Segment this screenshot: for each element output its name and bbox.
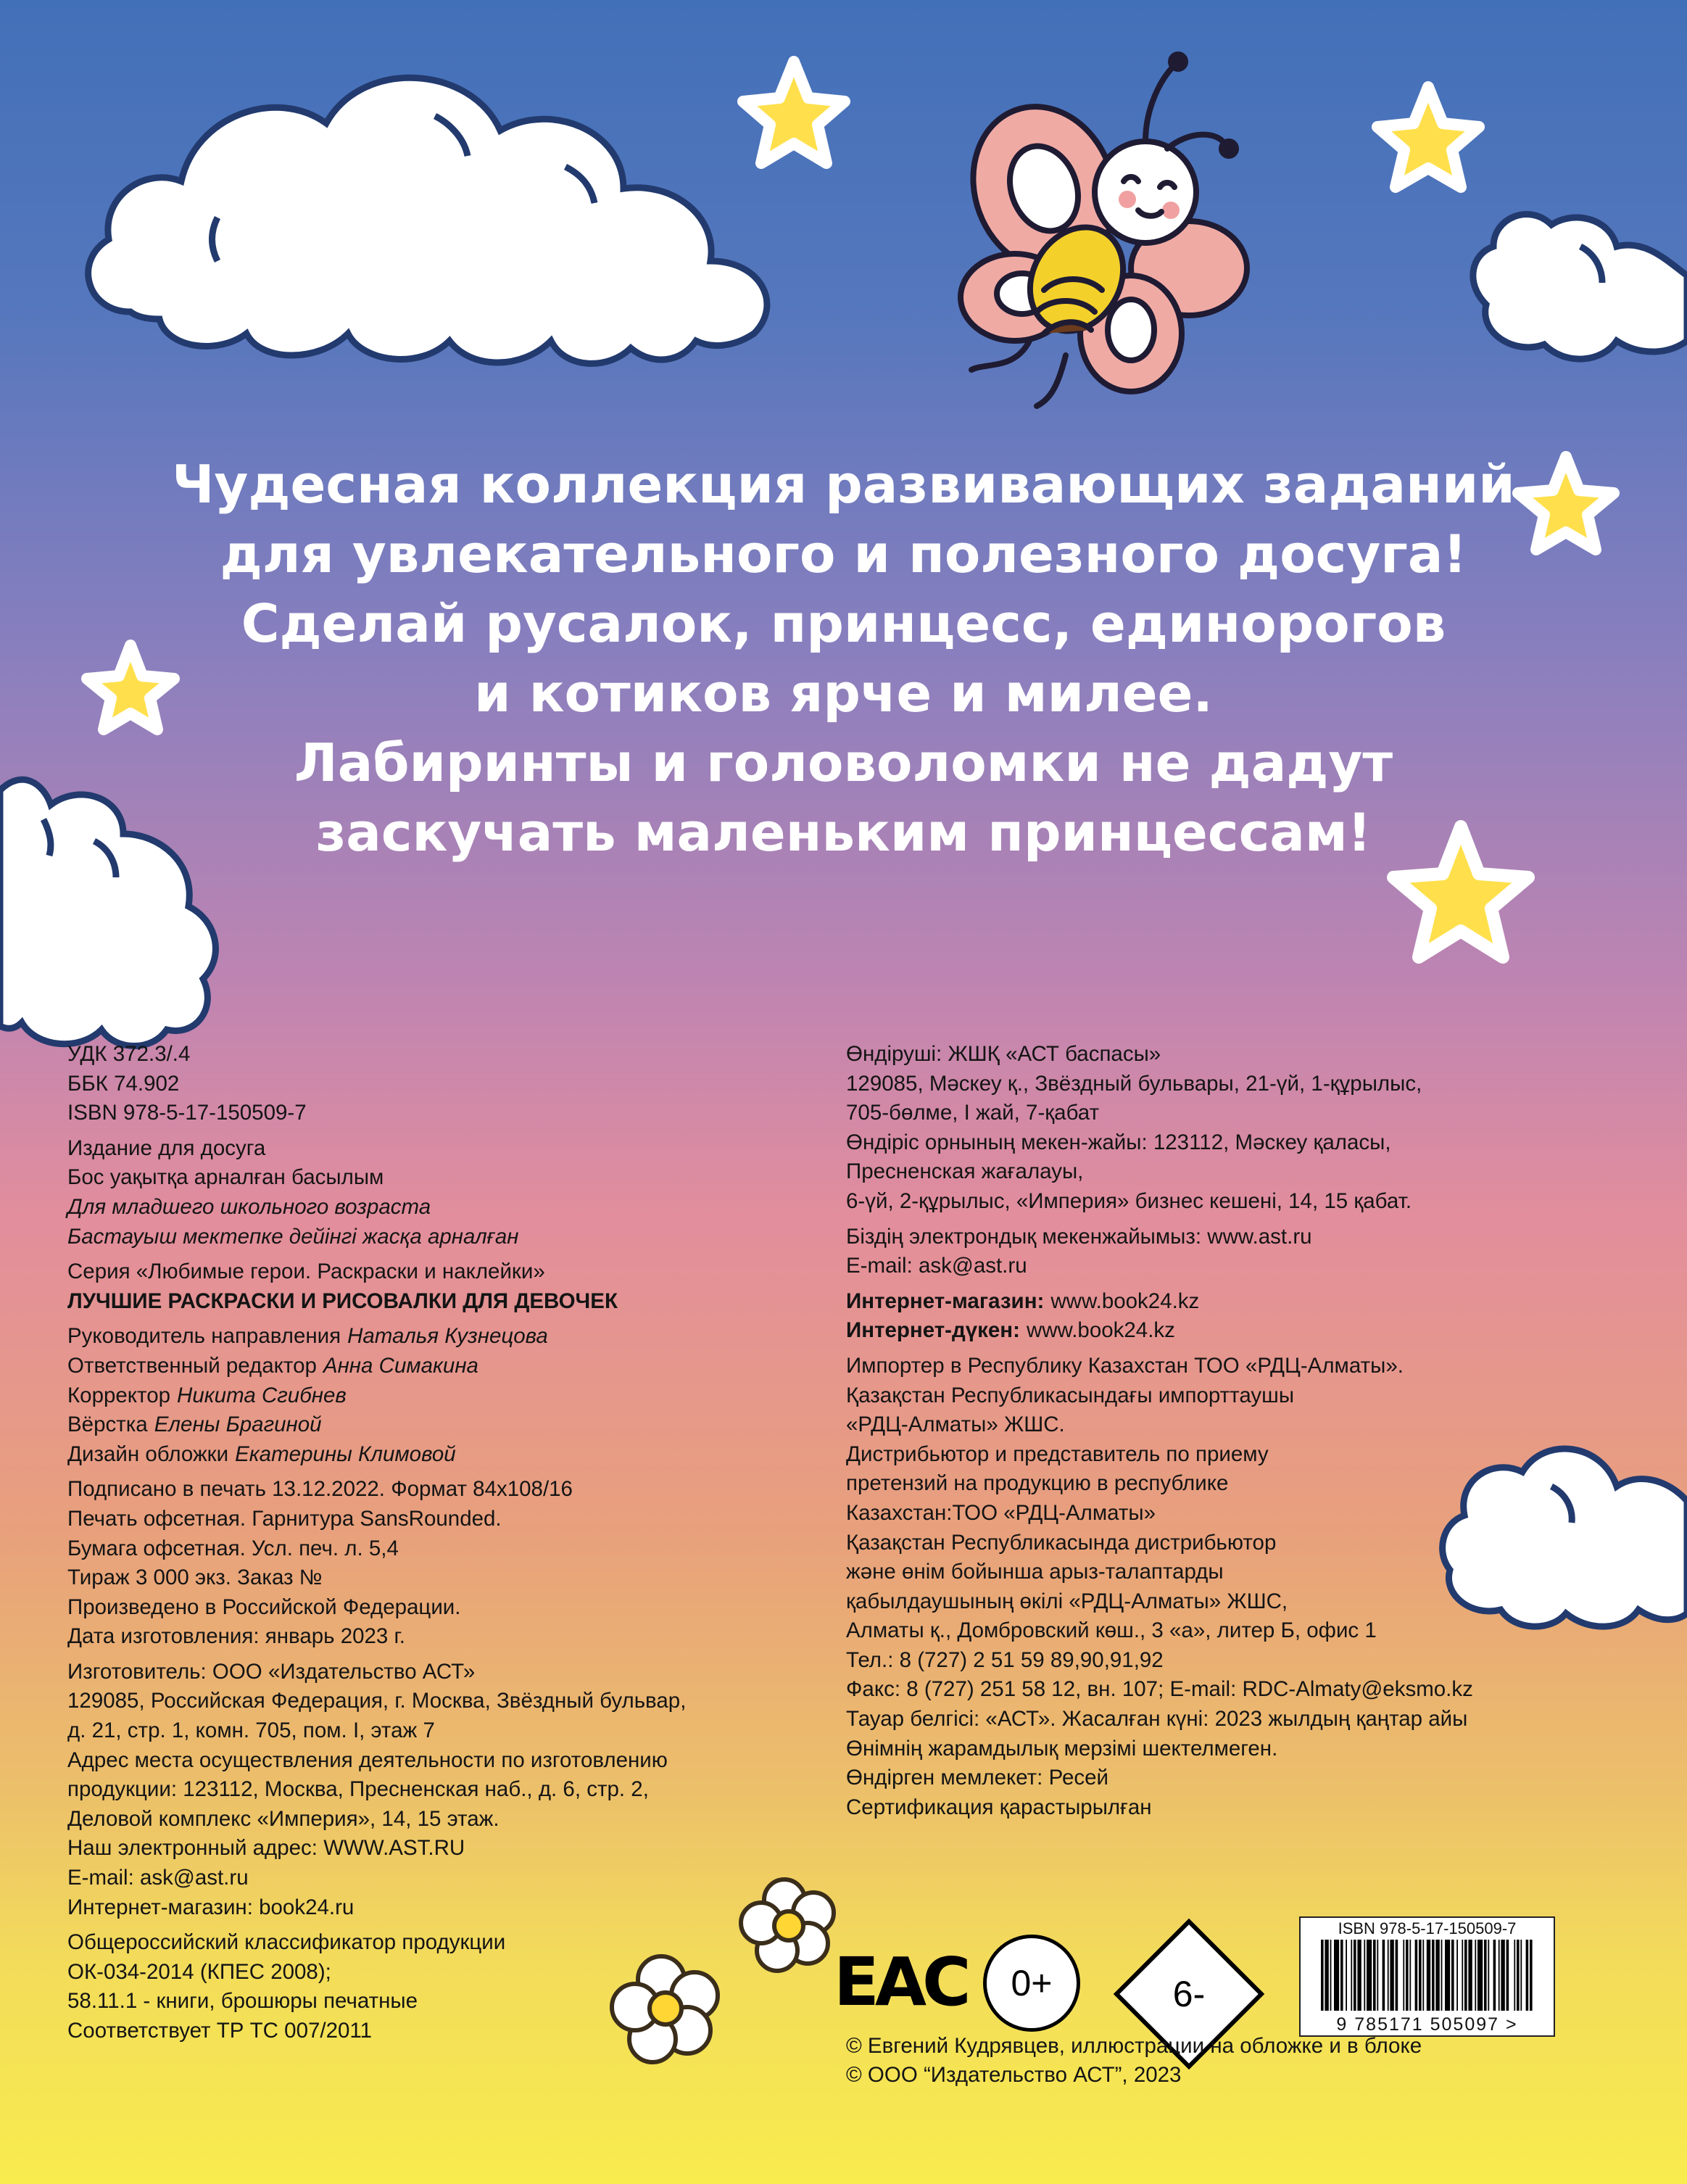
maker-line: 129085, Российская Федерация, г. Москва, Звёздный бульвар, [67,1689,687,1713]
barcode-bar [1514,1940,1515,2011]
barcode-bar [1388,1940,1389,2011]
producer-line: 705-бөлме, I жай, 7-қабат [846,1101,1100,1125]
age-line: Бастауыш мектепке дейінгі жасқа арналған [67,1224,519,1249]
barcode-bar [1325,1940,1328,2011]
staff-role: Ответственный редактор [67,1353,317,1378]
promo-line: Лабиринты и головоломки не дадут [294,732,1393,793]
barcode-isbn: ISBN 978-5-17-150509-7 [1338,1919,1517,1937]
barcode-bar [1477,1940,1483,2011]
producer-line: Өндіріс орнының мекен-жайы: 123112, Мәскеу қаласы, [846,1130,1391,1154]
barcode-bar [1506,1940,1509,2011]
importer-line: Өнімнің жарамдылық мерзімі шектелмеген. [846,1736,1278,1761]
barcode-bar [1406,1940,1409,2011]
maker-line: Наш электронный адрес: WWW.AST.RU [67,1836,465,1861]
isbn: ISBN 978-5-17-150509-7 [67,1101,307,1125]
series: Серия «Любимые герои. Раскраски и наклейки» [67,1259,545,1284]
barcode-bar [1432,1940,1435,2011]
importer-line: Тауар белгісі: «АСТ». Жасалған күні: 2023 жылдың қаңтар айы [846,1707,1468,1732]
print-line: Тираж 3 000 экз. Заказ № [67,1565,323,1590]
barcode-bar [1493,1940,1496,2011]
maker-line: E-mail: ask@ast.ru [67,1866,249,1890]
imprint-left [67,1040,686,2046]
barcode-bar [1346,1940,1347,2011]
shop-label: Интернет-магазин: [846,1289,1045,1313]
barcode-bar [1321,1940,1324,2011]
importer-line: қабылдаушының өкілі «РДЦ-Алматы» ЖШС, [846,1589,1288,1613]
barcode-bar [1340,1940,1343,2011]
barcode-bar [1351,1940,1352,2011]
promo-line: для увлекательного и полезного досуга! [220,524,1467,584]
copyright-line: © Евгений Кудрявцев, иллюстрации на обложке и в блоке [846,2034,1422,2058]
staff-line [67,1352,686,1381]
barcode-bar [1396,1940,1398,2011]
barcode-bar [1445,1940,1450,2011]
producer-line: 6-үй, 2-құрылыс, «Империя» бизнес кешені, 14, 15 қабат. [846,1188,1412,1213]
udk: УДК 372.3/.4 [67,1042,191,1066]
classifier-line: Соответствует ТР ТС 007/2011 [67,2019,373,2043]
shop-label: Интернет-дүкен: [846,1318,1020,1343]
star-icon [1377,87,1479,187]
print-line: Дата изготовления: январь 2023 г. [67,1624,405,1649]
importer-line: Қазақстан Республикасында дистрибьютор [846,1530,1277,1555]
barcode-bar [1451,1940,1454,2011]
barcode-bar [1435,1940,1439,2011]
barcode-bar [1330,1940,1332,2011]
importer-line: Сертификация қарастырылған [846,1795,1152,1819]
importer-line: претензий на продукцию в республике [846,1471,1229,1496]
barcode-bar [1334,1940,1339,2011]
barcode-bar [1468,1940,1472,2011]
barcode-bar [1354,1940,1356,2011]
barcode-bar [1357,1940,1361,2011]
edition-line: Бос уақытқа арналған басылым [67,1165,384,1190]
bbk: ББК 74.902 [67,1071,180,1096]
importer-line: Алматы қ., Домбровский көш., 3 «а», литер Б, офис 1 [846,1618,1377,1643]
promo-line: заскучать маленьким принцессам! [315,802,1372,863]
barcode-bar [1415,1940,1418,2011]
barcode-bar [1377,1940,1378,2011]
age-6-icon: 6- [1172,1974,1206,2014]
barcode-bar [1517,1940,1520,2011]
staff-role: Корректор [67,1383,171,1407]
staff-name: Наталья Кузнецова [347,1324,548,1349]
maker-line: Адрес места осуществления деятельности по изготовлению [67,1747,668,1772]
barcode-bar [1464,1940,1467,2011]
age-line: Для младшего школьного возраста [67,1194,431,1219]
copyright [846,2032,1422,2090]
staff-line [67,1440,686,1470]
barcode-bar [1456,1940,1458,2011]
cloud-icon [1473,215,1687,360]
promo-line: Чудесная коллекция развивающих заданий [172,454,1515,515]
barcode-bar [1367,1940,1372,2011]
promo-line: и котиков ярче и милее. [474,663,1213,724]
importer-line: Дистрибьютор и представитель по приему [846,1441,1269,1466]
butterfly-icon [950,54,1247,406]
barcode-bar [1441,1940,1443,2011]
staff-name: Екатерины Климовой [235,1441,456,1466]
importer-line: Өндірген мемлекет: Ресей [846,1766,1108,1790]
imprint-right [846,1040,1473,1822]
barcode-bar [1526,1940,1529,2011]
maker-line: Интернет-магазин: book24.ru [67,1895,355,1919]
importer-line: Қазақстан Республикасындағы импорттаушы [846,1383,1295,1407]
shop-url: www.book24.kz [1026,1318,1175,1343]
staff-role: Дизайн обложки [67,1441,229,1466]
barcode-bar [1364,1940,1365,2011]
barcode-bar [1422,1940,1424,2011]
shop-line [846,1287,1473,1317]
barcode-bar [1419,1940,1422,2011]
eac-mark: EAC [834,1943,967,2021]
barcode-bar [1390,1940,1393,2011]
barcode-bar [1484,1940,1487,2011]
producer-line: Өндіруші: ЖШҚ «АСТ баспасы» [846,1042,1161,1066]
barcode-bar [1383,1940,1385,2011]
print-line: Произведено в Российской Федерации. [67,1594,461,1619]
book-title: ЛУЧШИЕ РАСКРАСКИ И РИСОВАЛКИ ДЛЯ ДЕВОЧЕК [67,1289,618,1313]
importer-line: Импортер в Республику Казахстан ТОО «РДЦ-Алматы». [846,1353,1404,1378]
maker-line: продукции: 123112, Москва, Пресненская наб., д. 6, стр. 2, [67,1777,649,1802]
staff-line [67,1381,686,1411]
maker-line: Изготовитель: ООО «Издательство АСТ» [67,1659,476,1684]
barcode-bar [1475,1940,1476,2011]
age-0-icon: 0+ [983,1935,1080,2032]
maker-line: д. 21, стр. 1, комн. 705, пом. I, этаж 7 [67,1718,435,1743]
print-line: Печать офсетная. Гарнитура SansRounded. [67,1506,502,1531]
importer-line: Казахстан:ТОО «РДЦ-Алматы» [846,1500,1156,1525]
staff-name: Никита Сгибнев [177,1383,347,1407]
print-line: Бумага офсетная. Усл. печ. л. 5,4 [67,1536,399,1560]
barcode [1299,1916,1555,2037]
barcode-bar [1462,1940,1463,2011]
classifier-line: ОК-034-2014 (КПЕС 2008); [67,1959,331,1984]
importer-line: Тел.: 8 (727) 2 51 59 89,90,91,92 [846,1647,1164,1672]
edition-line: Издание для досуга [67,1136,266,1160]
barcode-bar [1409,1940,1411,2011]
barcode-digits: 9 785171 505097 > [1336,2014,1518,2035]
barcode-bar [1501,1940,1504,2011]
shop-url: www.book24.kz [1050,1289,1200,1313]
barcode-bar [1520,1940,1522,2011]
cloud-icon [88,78,767,363]
copyright-line: © ООО “Издательство АСТ”, 2023 [846,2063,1182,2087]
cloud-icon [1443,1449,1687,1626]
star-icon [743,62,845,163]
producer-line: Пресненская жағалауы, [846,1159,1084,1184]
promo-line: Сделай русалок, принцесс, единорогов [241,593,1446,654]
importer-line: Факс: 8 (727) 251 58 12, вн. 107; E-mail: RDC-Almaty@eksmo.kz [846,1677,1473,1702]
staff-line [67,1410,686,1440]
barcode-bar [1373,1940,1376,2011]
maker-line: Деловой комплекс «Империя», 14, 15 этаж. [67,1806,500,1831]
barcode-bar [1427,1940,1430,2011]
staff-line [67,1322,686,1352]
promo-text [0,450,1687,867]
importer-line: және өнім бойынша арыз-талаптарды [846,1560,1224,1584]
staff-role: Руководитель направления [67,1324,341,1349]
importer-line: «РДЦ-Алматы» ЖШС. [846,1412,1065,1437]
shop-line [846,1316,1473,1346]
classifier-line: 58.11.1 - книги, брошюры печатные [67,1989,418,2014]
producer-line: Біздің электрондық мекенжайымыз: www.ast.ru [846,1224,1312,1249]
barcode-bar [1530,1940,1533,2011]
producer-line: 129085, Мәскеу қ., Звёздный бульвары, 21-үй, 1-құрылыс, [846,1071,1422,1096]
barcode-bar [1403,1940,1404,2011]
classifier-line: Общероссийский классификатор продукции [67,1930,506,1955]
barcode-bar [1488,1940,1489,2011]
barcode-bar [1499,1940,1500,2011]
print-line: Подписано в печать 13.12.2022. Формат 84x108/16 [67,1477,573,1502]
staff-role: Вёрстка [67,1412,148,1437]
staff-name: Анна Симакина [323,1353,478,1378]
flower-icon [741,1879,834,1971]
producer-line: E-mail: ask@ast.ru [846,1254,1027,1278]
staff-name: Елены Брагиной [154,1412,322,1437]
